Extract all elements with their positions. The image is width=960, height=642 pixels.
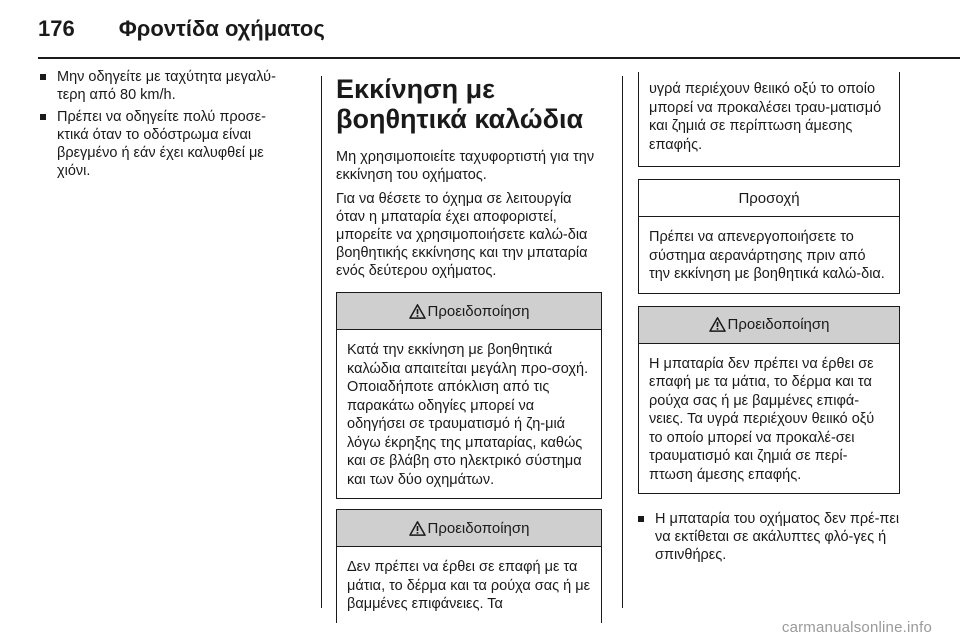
bullet-list	[40, 68, 292, 180]
warning-box-header	[337, 293, 601, 330]
warning-box-header	[639, 307, 899, 344]
warning-triangle-icon	[709, 317, 726, 332]
bullet-list	[638, 510, 900, 564]
caution-box	[638, 179, 900, 294]
column-divider	[622, 76, 623, 608]
warning-box	[336, 292, 602, 499]
bullet-square-icon	[40, 114, 46, 120]
page-title: Φροντίδα οχήματος	[118, 16, 325, 41]
warning-text: Κατά την εκκίνηση με βοηθητικά καλώδια απαιτείται μεγάλη προ-σοχή. Οποιαδήποτε απόκλιση από τις παρακάτω οδηγίες μπορεί να οδηγήσει σε τραυματισμό ή ζη-μιά λόγω έκρηξης της μπαταρίας, καθώς και σε βλάβη στο ηλεκτρικό σύστημα και των δύο οχημάτων.	[347, 342, 589, 488]
page-header	[38, 16, 325, 46]
bullet-square-icon	[638, 516, 644, 522]
caution-title: Προσοχή	[738, 189, 800, 207]
warning-box	[336, 509, 602, 623]
list-item: Πρέπει να οδηγείτε πολύ προσε-κτικά όταν το οδόστρωμα είναι βρεγμένο ή εάν έχει καλυφθεί με χιόνι.	[40, 108, 292, 180]
list-item: Μην οδηγείτε με ταχύτητα μεγαλύ-τερη από 80 km/h.	[40, 68, 292, 104]
warning-text: Η μπαταρία δεν πρέπει να έρθει σε επαφή με τα μάτια, το δέρμα και τα ρούχα σας ή με βαμμένες επιφά-νειες. Τα υγρά περιέχουν θειικό οξύ το οποίο μπορεί να προκαλέ-σει τραυματισμό και ζημιά σε περί-πτωση άμεσης επαφής.	[649, 355, 875, 483]
warning-box	[638, 306, 900, 495]
caution-text: Πρέπει να απενεργοποιήσετε το σύστημα αερανάρτησης πριν από την εκκίνηση με βοηθητικά καλώ-δια.	[649, 229, 885, 282]
caution-box-header	[639, 180, 899, 217]
column-1	[40, 68, 292, 184]
warning-title: Προειδοποίηση	[727, 316, 830, 333]
column-divider	[321, 76, 322, 608]
section-heading: Εκκίνηση με βοηθητικά καλώδια	[336, 74, 584, 134]
warning-triangle-icon	[409, 521, 426, 536]
bullet-square-icon	[40, 74, 46, 80]
warning-box-header	[337, 510, 601, 547]
page-number: 176	[38, 16, 75, 41]
list-item: Η μπαταρία του οχήματος δεν πρέ-πει να εκτίθεται σε ακάλυπτες φλό-γες ή σπινθήρες.	[638, 510, 900, 564]
watermark: carmanualsonline.info	[781, 619, 932, 636]
header-rule	[38, 57, 960, 59]
column-2	[336, 74, 602, 623]
warning-triangle-icon	[409, 304, 426, 319]
warning-continuation-text: υγρά περιέχουν θειικό οξύ το οποίο μπορεί να προκαλέσει τραυ-ματισμό και ζημιά σε περίπτωση άμεσης επαφής.	[638, 72, 900, 167]
paragraph: Μη χρησιμοποιείτε ταχυφορτιστή για την εκκίνηση του οχήματος.	[336, 149, 595, 183]
warning-text: Δεν πρέπει να έρθει σε επαφή με τα μάτια, το δέρμα και τα ρούχα σας ή με βαμμένες επιφάνειες. Τα	[347, 559, 591, 612]
paragraph: Για να θέσετε το όχημα σε λειτουργία όταν η μπαταρία έχει αποφοριστεί, μπορείτε να χρησιμοποιήσετε καλώ-δια βοηθητικής εκκίνησης και την μπαταρία ενός δεύτερου οχήματος.	[336, 191, 588, 279]
warning-title: Προειδοποίηση	[427, 519, 530, 537]
column-3	[638, 82, 900, 568]
warning-title: Προειδοποίηση	[427, 302, 530, 320]
